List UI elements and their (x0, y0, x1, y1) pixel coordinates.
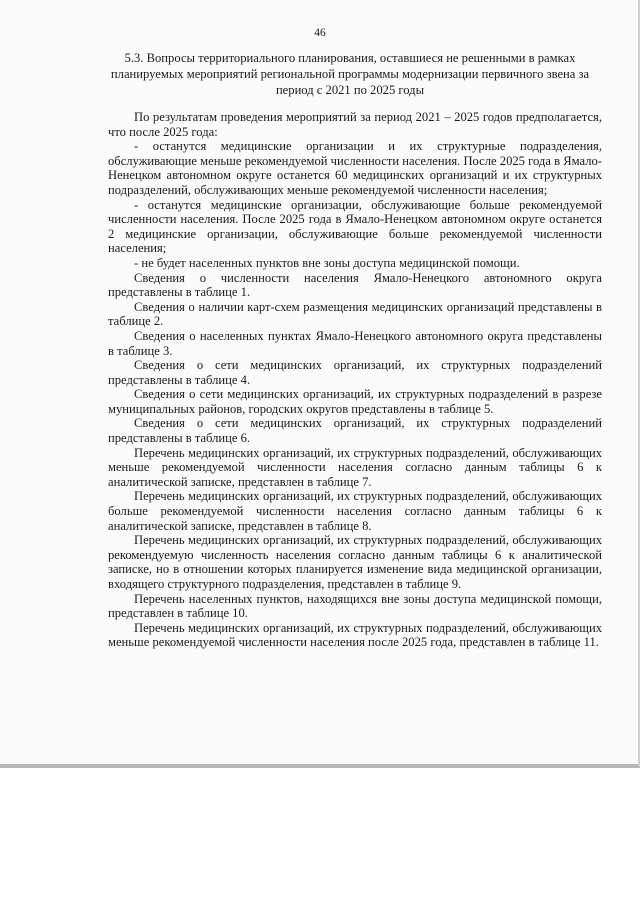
paragraph: - не будет населенных пунктов вне зоны доступа медицинской помощи. (134, 255, 520, 270)
paragraph: Перечень населенных пунктов, находящихся вне зоны доступа медицинской помощи, представлен в таблице 10. (108, 591, 602, 621)
page-number: 46 (314, 27, 326, 39)
paragraph: Перечень медицинских организаций, их структурных подразделений, обслуживающих больше рекомендуемой численности населения согласно данным таблицы 6 к аналитической записке, представлен в таблице 8. (108, 489, 602, 533)
document-body (108, 110, 602, 650)
paragraph: Сведения о населенных пунктах Ямало-Ненецкого автономного округа представлены в таблице 3. (108, 328, 602, 358)
paragraph: По результатам проведения мероприятий за период 2021 – 2025 годов предполагается, что после 2025 года: (108, 110, 602, 139)
paragraph: Сведения о сети медицинских организаций, их структурных подразделений представлены в таблице 4. (108, 358, 602, 387)
paragraph: Сведения о численности населения Ямало-Ненецкого автономного округа представлены в таблице 1. (108, 270, 602, 300)
paragraph: Перечень медицинских организаций, их структурных подразделений, обслуживающих рекомендуемую численность населения согласно данным таблицы 6 к аналитической записке, но в отношении которых планируется изменение вида медицинской организации, входящего структурного подразделения, представлен в таблице 9. (108, 533, 602, 591)
paragraph: Перечень медицинских организаций, их структурных подразделений, обслуживающих меньше рекомендуемой численности населения после 2025 года, представлен в таблице 11. (108, 620, 602, 650)
section-heading: 5.3. Вопросы территориального планирования, оставшиеся не решенными в рамках планируемых мероприятий региональной программы модернизации первичного звена за период с 2021 по 2025 годы (110, 51, 590, 97)
paragraph: - останутся медицинские организации и их структурные подразделения, обслуживающие меньше рекомендуемой численности населения. После 2025 года в Ямало-Ненецком автономном округе останется 60 медицинских организаций и их структурных подразделений, обслуживающих меньше рекомендуемой численности населения; (108, 139, 602, 197)
paragraph: Перечень медицинских организаций, их структурных подразделений, обслуживающих меньше рекомендуемой численности населения согласно данным таблицы 6 к аналитической записке, представлен в таблице 7. (108, 445, 602, 489)
paragraph: - останутся медицинские организации, обслуживающие больше рекомендуемой численности населения. После 2025 года в Ямало-Ненецком автономном округе останется 2 медицинские организации, обслуживающие больше рекомендуемой численности населения; (108, 197, 602, 256)
paragraph: Сведения о наличии карт-схем размещения медицинских организаций представлены в таблице 2. (108, 299, 602, 329)
paragraph: Сведения о сети медицинских организаций, их структурных подразделений представлены в таблице 6. (108, 416, 602, 446)
paragraph: Сведения о сети медицинских организаций, их структурных подразделений в разрезе муниципальных районов, городских округов представлены в таблице 5. (108, 387, 602, 416)
